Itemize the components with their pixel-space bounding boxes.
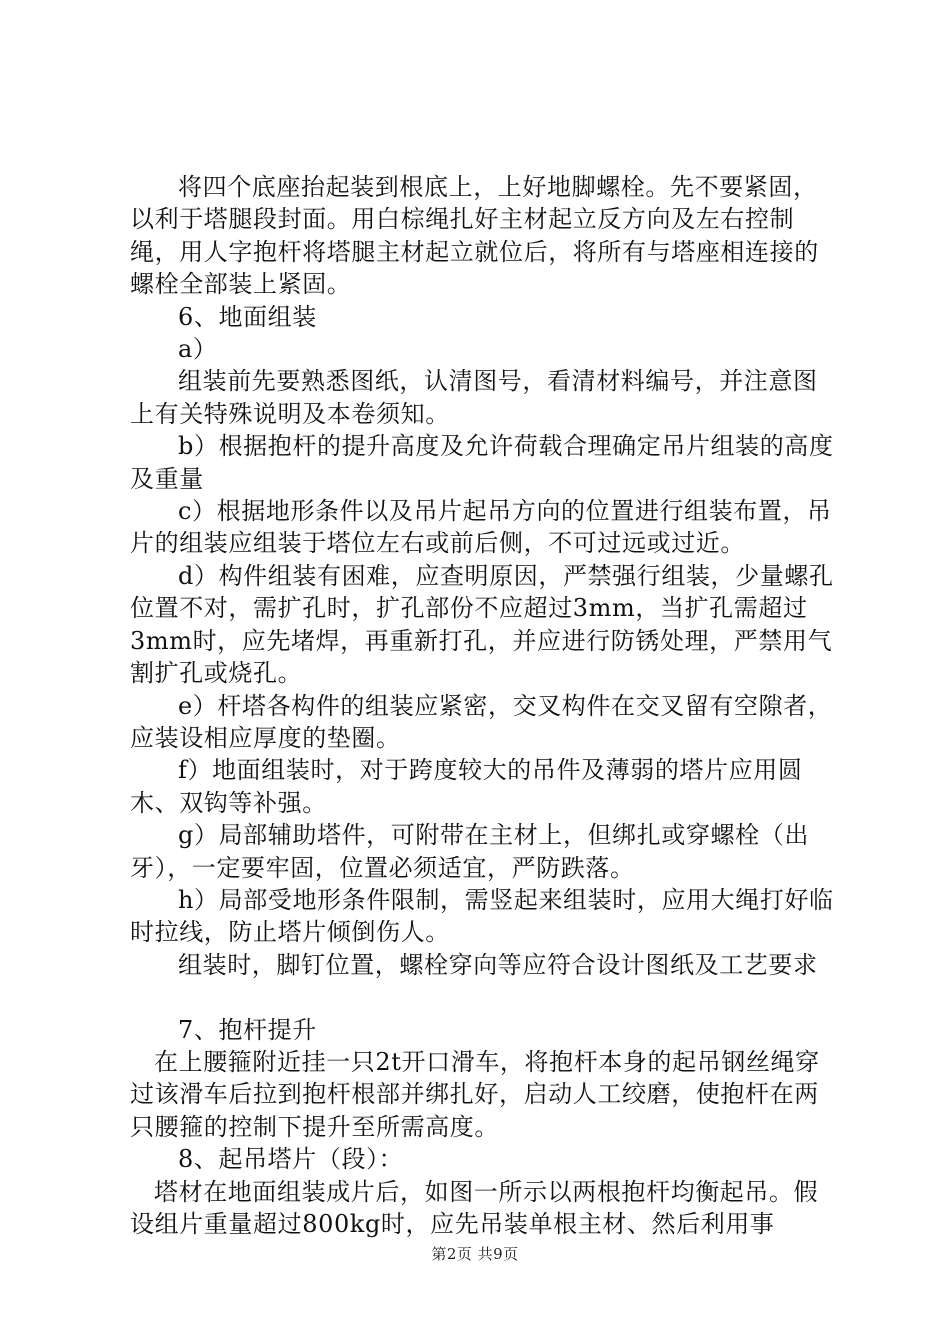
blank-line (130, 981, 835, 1013)
heading-ground-assembly: 6、地面组装 (178, 302, 317, 331)
item-e-text: e）杆塔各构件的组装应紧密，交叉构件在交叉留有空隙者，应装设相应厚度的垫圈。 (130, 691, 833, 752)
heading-pole-lifting: 7、抱杆提升 (178, 1015, 317, 1044)
page-footer (0, 1243, 950, 1264)
assembly-requirement-text: 组装时，脚钉位置，螺栓穿向等应符合设计图纸及工艺要求 (178, 950, 818, 979)
item-a-label: a） (178, 335, 218, 364)
page-number-label: 第2页 共9页 (431, 1245, 519, 1263)
item-h-text: h）局部受地形条件限制，需竖起来组装时，应用大绳打好临时拉线，防止塔片倾倒伤人。 (130, 885, 834, 947)
item-d-text: d）构件组装有困难，应查明原因，严禁强行组装，少量螺孔位置不对，需扩孔时，扩孔部份不应超过3mm，当扩孔需超过3mm时，应先堵焊，再重新打孔，并应进行防锈处理，严禁用气割扩孔或烧孔。 (130, 561, 834, 688)
paragraph-pole-lifting: 在上腰箍附近挂一只2t开口滑车，将抱杆本身的起吊钢丝绳穿过该滑车后拉到抱杆根部并绑扎好，启动人工绞磨，使抱杆在两只腰箍的控制下提升至所需高度。 (130, 1047, 820, 1141)
item-c-text: c）根据地形条件以及吊片起吊方向的位置进行组装布置，吊片的组装应组装于塔位左右或前后侧，不可过远或过近。 (130, 497, 832, 558)
item-a-text: 组装前先要熟悉图纸，认清图号，看清材料编号，并注意图上有关特殊说明及本卷须知。 (130, 367, 818, 428)
document-body (130, 171, 835, 1240)
heading-lifting-tower-sections: 8、起吊塔片（段）： (178, 1145, 404, 1174)
paragraph-tower-base: 将四个底座抬起装到根底上，上好地脚螺栓。先不要紧固，以利于塔腿段封面。用白棕绳扎好主材起立反方向及左右控制绳，用人字抱杆将塔腿主材起立就位后，将所有与塔座相连接的螺栓全部装上紧固。 (130, 173, 819, 299)
paragraph-lifting-tower-sections: 塔材在地面组装成片后，如图一所示以两根抱杆均衡起吊。假设组片重量超过800kg时，应先吊装单根主材、然后利用事 (130, 1177, 819, 1238)
item-g-text: g）局部辅助塔件，可附带在主材上，但绑扎或穿螺栓（出牙），一定要牢固，位置必须适宜，严防跌落。 (130, 821, 809, 882)
item-f-text: f）地面组装时，对于跨度较大的吊件及薄弱的塔片应用圆木、双钩等补强。 (130, 756, 803, 817)
item-b-text: b）根据抱杆的提升高度及允许荷载合理确定吊片组装的高度及重量 (130, 432, 834, 493)
